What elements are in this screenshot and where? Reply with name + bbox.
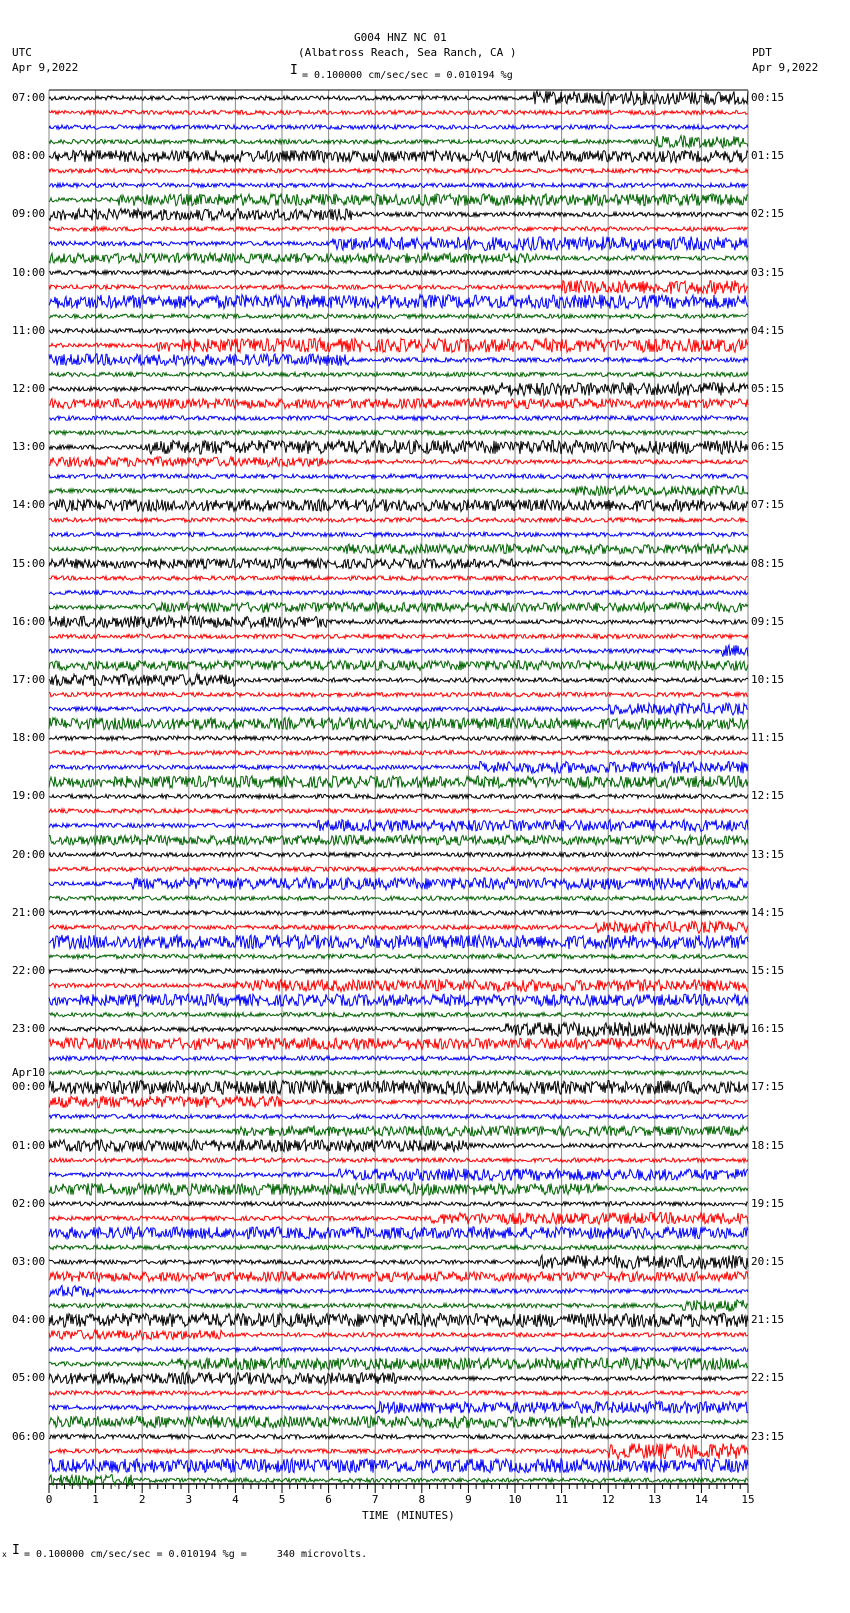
x-tick-label: 0	[45, 1493, 53, 1506]
date-change-label: Apr10	[12, 1066, 46, 1080]
seismic-trace	[49, 499, 748, 511]
seismic-trace	[49, 1402, 748, 1414]
footer-scale-text: = 0.100000 cm/sec/sec = 0.010194 %g = 340 microvolts.	[24, 1549, 368, 1560]
seismic-trace	[49, 878, 748, 890]
footer-scale-bar-icon: I	[12, 1543, 20, 1558]
x-tick-label: 3	[185, 1493, 193, 1506]
utc-hour-label: 04:00	[12, 1313, 46, 1327]
seismic-trace	[49, 820, 748, 832]
pdt-hour-label: 05:15	[751, 382, 785, 395]
seismic-trace	[49, 1114, 748, 1118]
x-tick-label: 15	[741, 1493, 755, 1506]
seismic-trace	[49, 969, 748, 973]
seismic-trace	[49, 703, 748, 715]
seismic-trace	[49, 1038, 748, 1050]
utc-hour-label: 18:00	[12, 731, 46, 745]
seismic-trace	[49, 751, 748, 755]
pdt-hour-label: 03:15	[751, 265, 785, 279]
seismic-trace	[49, 1140, 748, 1152]
utc-hour-label: 06:00	[12, 1429, 46, 1443]
pdt-hour-label: 06:15	[751, 440, 785, 454]
seismic-trace	[49, 645, 748, 657]
seismic-trace	[49, 431, 748, 435]
seismic-trace	[49, 921, 748, 933]
seismic-trace	[49, 518, 748, 522]
left-date: Apr 9,2022	[12, 61, 79, 74]
seismic-trace	[49, 227, 748, 231]
seismic-trace	[49, 136, 748, 148]
seismic-trace	[49, 835, 748, 845]
seismic-trace	[49, 809, 748, 813]
x-tick-label: 7	[371, 1493, 379, 1506]
seismic-trace	[49, 1272, 748, 1282]
seismic-trace	[49, 954, 748, 958]
seismic-trace	[49, 150, 748, 162]
scale-bar-icon: I	[290, 63, 298, 78]
seismic-trace	[49, 295, 748, 309]
seismic-trace	[49, 270, 748, 274]
seismic-trace	[49, 602, 748, 612]
seismic-trace	[49, 1300, 748, 1312]
seismic-trace	[49, 576, 748, 580]
footer-marker: x	[2, 1550, 7, 1559]
pdt-hour-label: 12:15	[751, 789, 785, 803]
pdt-hour-label: 10:15	[751, 673, 785, 686]
x-tick-label: 9	[465, 1493, 472, 1506]
x-tick-label: 14	[694, 1493, 709, 1506]
seismic-trace	[49, 661, 748, 671]
pdt-hour-label: 14:15	[751, 905, 785, 919]
seismic-trace	[49, 1245, 748, 1249]
utc-hour-label: 00:00	[12, 1080, 46, 1094]
x-tick-label: 2	[138, 1493, 146, 1506]
utc-hour-label: 02:00	[12, 1196, 46, 1210]
seismic-trace	[49, 486, 748, 496]
seismic-trace	[49, 474, 748, 478]
seismic-trace	[49, 1071, 748, 1075]
seismic-trace	[49, 994, 748, 1006]
seismic-trace	[49, 1056, 748, 1060]
seismic-trace	[49, 382, 748, 396]
pdt-hour-label: 04:15	[751, 323, 785, 337]
seismic-trace	[49, 692, 748, 696]
seismic-trace	[49, 1416, 748, 1428]
seismic-trace	[49, 125, 748, 129]
pdt-hour-label: 09:15	[751, 614, 785, 628]
seismic-trace	[49, 1013, 748, 1017]
seismic-trace	[49, 674, 748, 686]
seismic-trace	[49, 1391, 748, 1395]
utc-hour-label: 12:00	[12, 382, 46, 395]
seismic-trace	[49, 440, 748, 454]
seismic-trace	[49, 194, 748, 206]
seismic-trace	[49, 852, 748, 856]
seismic-trace	[49, 1459, 748, 1473]
x-tick-label: 4	[232, 1493, 239, 1506]
seismic-trace	[49, 354, 748, 366]
pdt-hour-label: 01:15	[751, 149, 785, 163]
seismic-trace	[49, 1126, 748, 1136]
right-timezone: PDT	[752, 46, 772, 59]
seismic-trace	[49, 1255, 748, 1269]
utc-hour-label: 10:00	[12, 265, 46, 279]
x-tick-label: 5	[278, 1493, 286, 1506]
seismic-trace	[49, 399, 748, 409]
seismic-trace	[49, 776, 748, 788]
utc-hour-label: 05:00	[12, 1371, 46, 1385]
pdt-hour-label: 15:15	[751, 964, 785, 977]
seismic-trace	[49, 1183, 748, 1195]
pdt-hour-label: 02:15	[751, 207, 785, 221]
seismic-trace	[49, 1313, 748, 1327]
utc-hour-label: 08:00	[12, 149, 46, 163]
seismic-trace	[49, 634, 748, 638]
seismic-trace	[49, 1202, 748, 1206]
pdt-hour-label: 20:15	[751, 1255, 785, 1268]
utc-hour-label: 23:00	[12, 1022, 46, 1036]
pdt-hour-label: 22:15	[751, 1371, 785, 1385]
seismic-trace	[49, 736, 748, 740]
seismic-trace	[49, 867, 748, 871]
seismic-trace	[49, 253, 748, 263]
x-tick-label: 12	[601, 1493, 615, 1506]
seismic-trace	[49, 896, 748, 900]
seismic-trace	[49, 1372, 748, 1384]
seismic-trace	[49, 183, 748, 187]
seismic-trace	[49, 237, 748, 251]
seismic-trace	[49, 718, 748, 730]
seismic-trace	[49, 544, 748, 554]
pdt-hour-label: 23:15	[751, 1429, 785, 1443]
seismic-trace	[49, 1286, 748, 1298]
pdt-hour-label: 17:15	[751, 1080, 785, 1094]
station-location: (Albatross Reach, Sea Ranch, CA )	[298, 46, 517, 59]
seismic-trace	[49, 935, 748, 949]
station-title: G004 HNZ NC 01	[354, 31, 447, 44]
seismic-trace	[49, 416, 748, 420]
pdt-hour-label: 19:15	[751, 1196, 785, 1210]
seismic-trace	[49, 616, 748, 628]
seismic-trace	[49, 91, 748, 105]
seismic-trace	[49, 110, 748, 114]
seismic-trace	[49, 1434, 748, 1438]
seismic-trace	[49, 457, 748, 467]
utc-hour-label: 03:00	[12, 1255, 46, 1268]
pdt-hour-label: 18:15	[751, 1138, 785, 1152]
seismic-trace	[49, 532, 748, 536]
seismic-trace	[49, 911, 748, 915]
utc-hour-label: 19:00	[12, 789, 46, 803]
utc-hour-label: 01:00	[12, 1138, 46, 1152]
utc-hour-label: 13:00	[12, 440, 46, 454]
seismic-trace	[49, 1022, 748, 1036]
pdt-hour-label: 00:15	[751, 91, 785, 104]
utc-hour-label: 16:00	[12, 614, 46, 628]
seismic-trace	[49, 1080, 748, 1094]
utc-hour-label: 09:00	[12, 207, 46, 221]
seismic-trace	[49, 338, 748, 352]
seismic-trace	[49, 1347, 748, 1351]
seismic-trace	[49, 1158, 748, 1162]
seismic-trace	[49, 314, 748, 318]
seismic-trace	[49, 1096, 748, 1108]
utc-hour-label: 15:00	[12, 556, 46, 570]
seismic-trace	[49, 169, 748, 173]
pdt-hour-label: 08:15	[751, 556, 785, 570]
utc-hour-label: 11:00	[12, 323, 46, 337]
x-tick-label: 1	[92, 1493, 99, 1506]
pdt-hour-label: 16:15	[751, 1022, 785, 1036]
scale-text: = 0.100000 cm/sec/sec = 0.010194 %g	[302, 70, 513, 81]
seismic-trace	[49, 1227, 748, 1239]
seismic-trace	[49, 209, 748, 221]
pdt-hour-label: 13:15	[751, 847, 785, 861]
seismic-trace	[49, 1330, 748, 1340]
pdt-hour-label: 07:15	[751, 498, 785, 512]
seismic-trace	[49, 1443, 748, 1459]
x-tick-label: 10	[508, 1493, 522, 1506]
utc-hour-label: 07:00	[12, 91, 46, 104]
x-tick-label: 6	[325, 1493, 332, 1506]
utc-hour-label: 20:00	[12, 847, 46, 861]
utc-hour-label: 14:00	[12, 498, 46, 512]
x-tick-label: 11	[554, 1493, 569, 1506]
utc-hour-label: 21:00	[12, 905, 46, 919]
utc-hour-label: 17:00	[12, 673, 46, 686]
seismic-trace	[49, 1358, 748, 1370]
seismic-trace	[49, 372, 748, 376]
seismic-trace	[49, 761, 748, 773]
seismic-trace	[49, 329, 748, 333]
pdt-hour-label: 11:15	[751, 731, 785, 745]
x-axis-label: TIME (MINUTES)	[362, 1509, 455, 1522]
left-timezone: UTC	[12, 46, 32, 59]
seismic-trace	[49, 1212, 748, 1224]
seismic-trace	[49, 591, 748, 595]
seismic-trace	[49, 980, 748, 992]
seismic-trace	[49, 280, 748, 294]
seismic-trace	[49, 794, 748, 798]
pdt-hour-label: 21:15	[751, 1313, 785, 1327]
x-tick-label: 13	[648, 1493, 662, 1506]
utc-hour-label: 22:00	[12, 964, 46, 977]
right-date: Apr 9,2022	[752, 61, 819, 74]
seismic-trace	[49, 559, 748, 569]
seismic-trace	[49, 1169, 748, 1181]
x-tick-label: 8	[418, 1493, 426, 1506]
